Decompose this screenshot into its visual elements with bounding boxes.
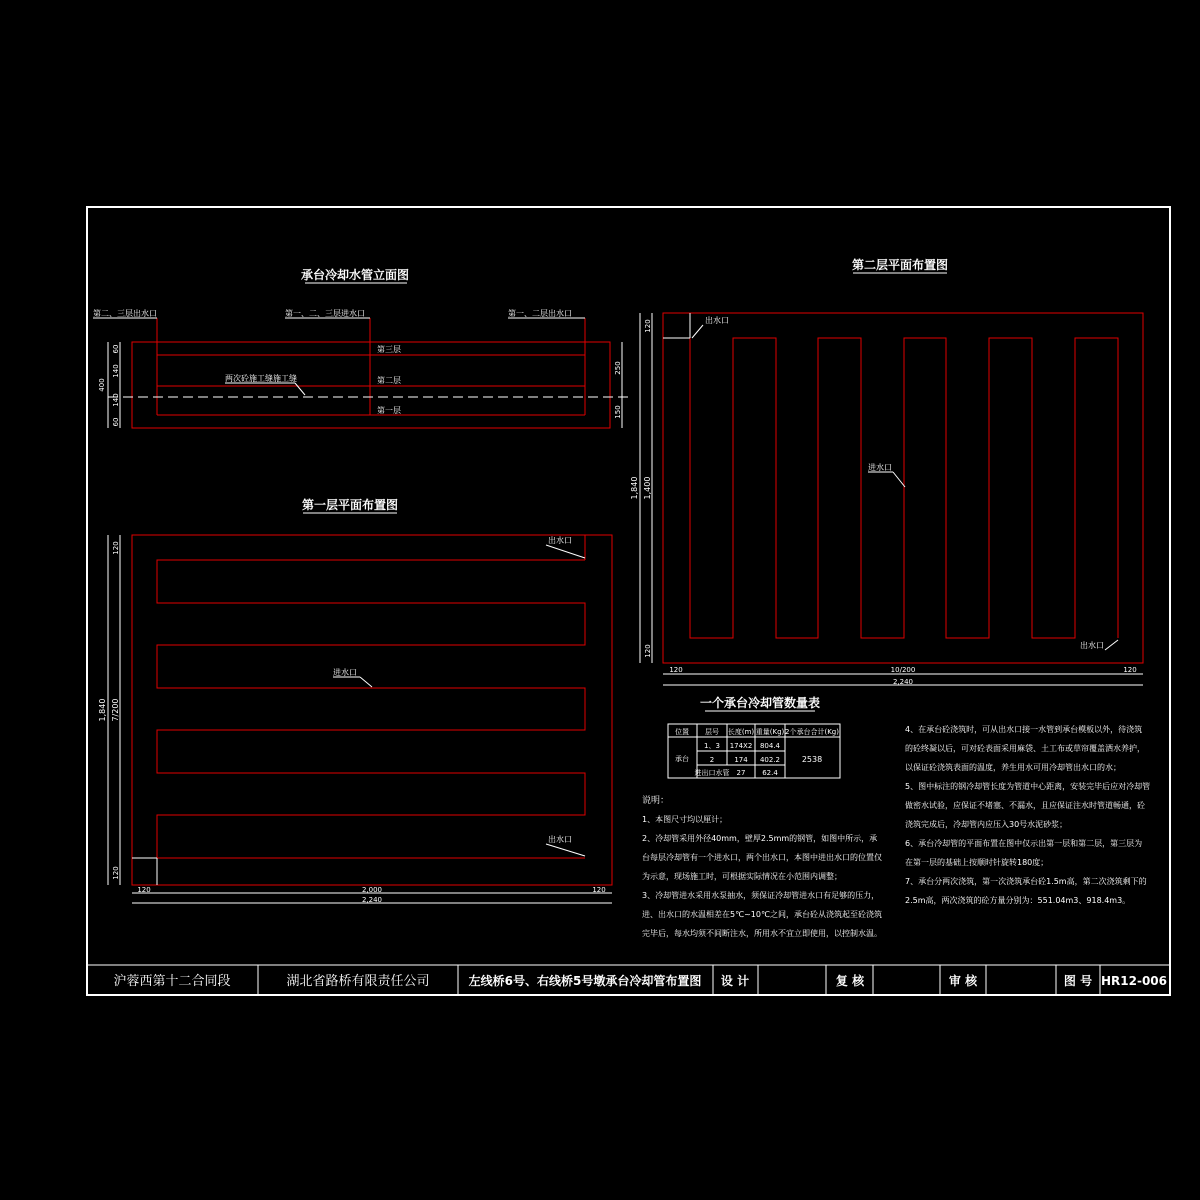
table-header: 长度(m) [727,728,755,736]
tb-number-label: 图 号 [1063,974,1093,988]
table-cell: 1、3 [704,742,720,750]
leader [893,472,905,487]
dim-150: 150 [614,405,622,419]
note-line: 2.5m高，两次浇筑的砼方量分别为：551.04m3、918.4m3。 [905,896,1131,905]
layer2-serpentine-pipe [690,338,1118,638]
elevation-view [93,267,630,428]
layer2-dim-bottom-left: 120 [669,666,683,674]
note-line: 做密水试验，应保证不堵塞、不漏水，且应保证注水时管道畅通，砼 [905,801,1145,810]
layer1-serpentine-pipe [157,560,585,858]
layer2-dim-top: 120 [644,319,652,333]
quantity-table [668,695,840,778]
dim-140: 140 [112,393,120,407]
leader [295,383,305,395]
layer1-plan-title: 第一层平面布置图 [301,498,399,512]
note-line: 以保证砼浇筑表面的温度，养生用水可用冷却管出水口的水； [905,763,1121,772]
dim-60: 60 [112,417,120,427]
note-line: 浇筑完成后，冷却管内应压入30号水泥砂浆； [905,820,1068,829]
layer2-dim-bottom: 120 [644,644,652,658]
tb-contract: 沪蓉西第十二合同段 [113,974,231,989]
note-line: 1、本图尺寸均以厘计； [642,815,728,824]
layer1-dim-bottom-left: 120 [137,886,151,894]
note-line: 4、在承台砼浇筑时，可从出水口接一水管到承台模板以外，待浇筑 [905,725,1143,734]
leader [546,844,585,856]
leader [1105,640,1118,650]
layer1-dim-bottom-right: 120 [592,886,606,894]
dim-250: 250 [614,361,622,375]
note-line: 进、出水口的水温相差在5℃~10℃之间，承台砼从浇筑起至砼浇筑 [642,910,882,919]
tb-company: 湖北省路桥有限责任公司 [286,974,430,989]
dim-60: 60 [112,344,120,354]
layer2-dim-left-inner: 1,400 [643,476,652,500]
leader [360,677,372,687]
tb-drawing: 左线桥6号、右线桥5号墩承台冷却管布置图 [468,974,702,988]
notes-heading: 说明： [642,796,670,806]
note-line: 3、冷却管进水采用水泵抽水，须保证冷却管进水口有足够的压力， [642,891,880,900]
layer1-dim-bottom: 120 [112,866,120,880]
layer1-dim-left-inner: 7/200 [111,698,120,722]
note-line: 的砼终凝以后，可对砼表面采用麻袋、土工布或草帘覆盖洒水养护， [905,744,1145,753]
table-cell: 402.2 [759,756,781,764]
table-position: 承台 [675,755,689,763]
dim-total: 400 [98,378,106,392]
layer2-label: 第二层 [377,376,401,385]
outlet-12-label: 第一、二层出水口 [508,309,572,318]
table-header: 位置 [675,728,689,736]
layer2-outlet-bottom-label: 出水口 [1080,641,1104,650]
layer1-outline [132,535,612,885]
table-cell: 174 [734,756,748,764]
layer2-plan-view [630,257,1143,686]
note-line: 为示意，现场施工时，可根据实际情况在小范围内调整； [642,872,842,881]
tb-check: 复 核 [835,974,865,988]
layer2-plan-title: 第二层平面布置图 [851,258,949,272]
layer1-outlet-bottom-label: 出水口 [548,835,572,844]
layer1-dim-top: 120 [112,541,120,555]
note-line: 2、冷却管采用外径40mm，壁厚2.5mm的钢管，如图中所示，承 [642,834,878,843]
table-total: 2538 [801,755,823,764]
dim-140: 140 [112,364,120,378]
outlet-23-label: 第二、三层出水口 [93,309,157,318]
layer2-dim-bottom-right: 120 [1123,666,1137,674]
note-line: 6、承台冷却管的平面布置在图中仅示出第一层和第二层，第三层为 [905,839,1143,848]
leader [692,325,703,338]
notes [642,724,1150,939]
layer1-plan-view [98,497,612,904]
layer1-dim-left-total: 1,840 [98,698,107,722]
inlet-123-label: 第一、二、三层进水口 [285,309,365,318]
table-cell: 804.4 [759,742,781,750]
table-title: 一个承台冷却管数量表 [699,696,821,710]
leader [546,545,585,558]
note-line: 在第一层的基础上按顺时针旋转180度； [905,858,1049,867]
layer1-dim-bottom-total: 2,240 [361,896,383,904]
table-header: 2个承台合计(Kg) [785,728,839,736]
table-cell: 2 [709,756,715,764]
table-cell: 62.4 [762,769,778,777]
layer1-label: 第一层 [377,406,401,415]
note-line: 5、图中标注的钢冷却管长度为管道中心距离，安装完毕后应对冷却管 [905,782,1151,791]
layer2-outline [663,313,1143,663]
elevation-title: 承台冷却水管立面图 [300,268,410,282]
note-line: 完毕后，每水均须不间断注水，所用水不宜立即使用，以控制水温。 [642,929,882,938]
tb-review: 审 核 [948,974,978,988]
tb-number: HR12-006 [1100,974,1168,988]
tb-design: 设 计 [720,974,750,988]
table-header: 重量(Kg) [755,728,785,736]
note-line: 7、承台分两次浇筑，第一次浇筑承台砼1.5m高，第二次浇筑剩下的 [905,877,1147,886]
layer2-inlet-label: 进水口 [868,463,892,472]
joint-label: 两次砼施工缝施工缝 [225,374,297,383]
table-cell: 174X2 [729,742,753,750]
layer3-label: 第三层 [377,345,401,354]
layer2-dim-bottom-total: 2,240 [892,678,914,686]
title-block [113,965,1167,995]
note-line: 台每层冷却管有一个进水口，两个出水口，本图中进出水口的位置仅 [642,853,882,862]
table-cell: 进出口水管 [694,769,730,777]
layer1-inlet-label: 进水口 [333,668,357,677]
layer1-outlet-top-label: 出水口 [548,536,572,545]
layer2-dim-left-total: 1,840 [630,476,639,500]
layer2-outlet-top-label: 出水口 [705,316,729,325]
table-cell: 27 [736,769,746,777]
table-header: 层号 [705,728,719,736]
layer1-dim-bottom-mid: 2,000 [361,886,383,894]
layer2-dim-bottom-mid: 10/200 [890,666,916,674]
